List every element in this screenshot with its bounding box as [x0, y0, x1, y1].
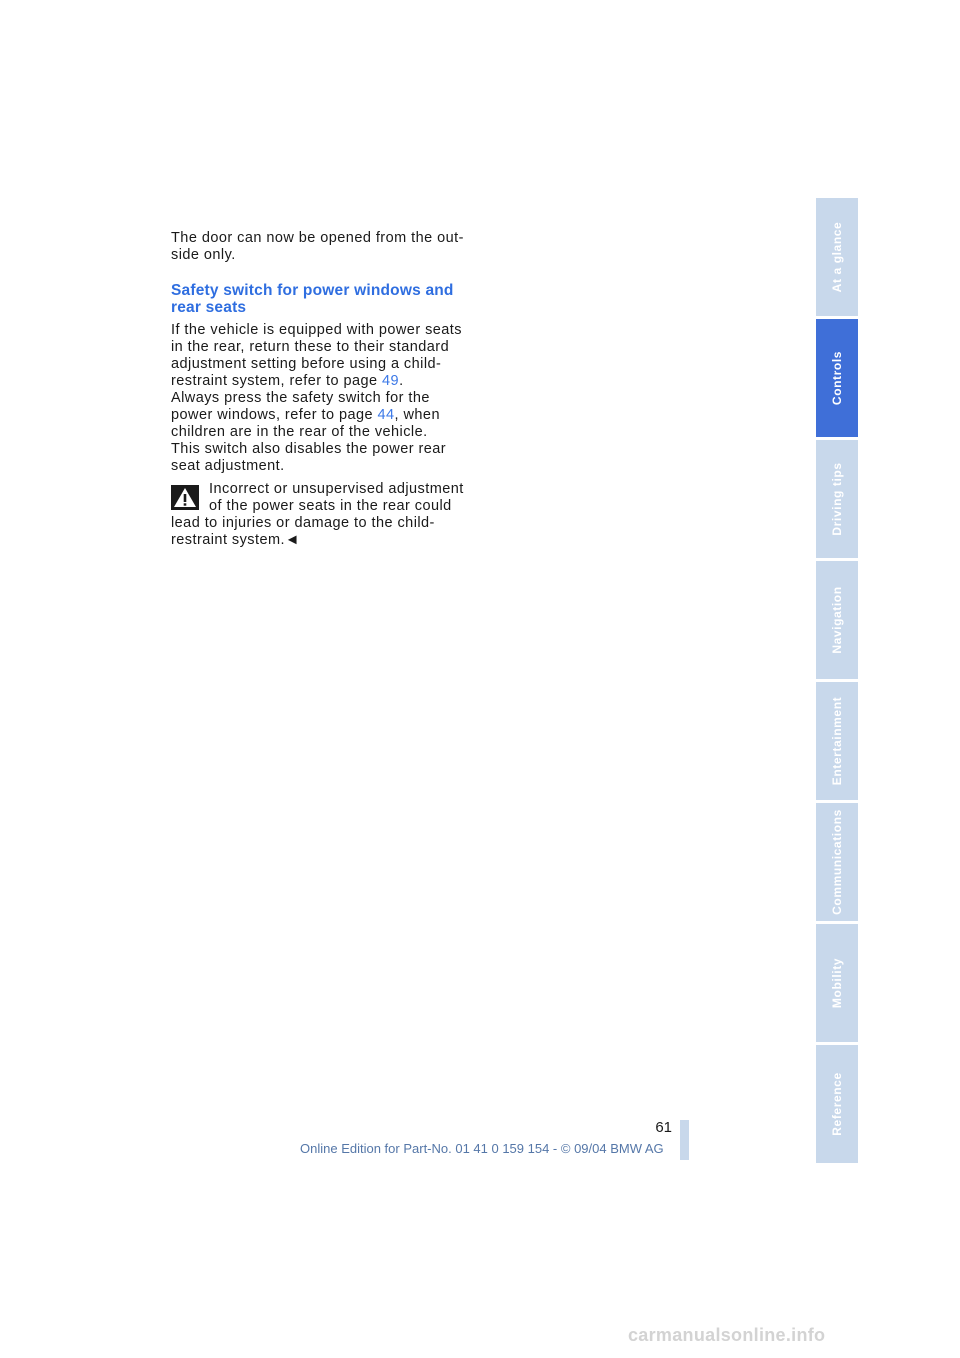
page-link-44[interactable]: 44 [377, 407, 395, 423]
tab-reference[interactable] [816, 1045, 858, 1163]
paragraph-1 [171, 322, 471, 390]
paragraph-2-end: , when children are in the rear of the vehicle. [171, 407, 440, 440]
tab-controls[interactable] [816, 319, 858, 437]
footer-edition-text: Online Edition for Part-No. 01 41 0 159 154 - © 09/04 BMW AG [300, 1141, 664, 1156]
tab-label: Driving tips [830, 462, 844, 536]
watermark: carmanualsonline.info [628, 1325, 826, 1345]
section-heading: Safety switch for power windows and rear seats [171, 282, 454, 316]
tab-label: Controls [830, 350, 844, 406]
tab-label: Communications [830, 809, 844, 915]
chapter-sidebar [816, 198, 858, 1166]
paragraph-1-text: If the vehicle is equipped with power seats in the rear, return these to their standard adjustment setting before using a child-restraint system, refer to page [171, 322, 462, 389]
page-link-49[interactable]: 49 [382, 373, 400, 389]
paragraph-2-text: Always press the safety switch for the power windows, refer to page [171, 390, 430, 423]
tab-entertainment[interactable] [816, 682, 858, 800]
tab-label: Navigation [830, 586, 844, 654]
tab-navigation[interactable] [816, 561, 858, 679]
tab-label: Entertainment [830, 696, 844, 786]
end-marker: ◄ [285, 532, 300, 548]
page-number: 61 [655, 1119, 672, 1136]
warning-text-first: Incorrect or unsupervised adjustment of the power seats in the rear could [209, 481, 464, 514]
tab-communications[interactable] [816, 803, 858, 921]
warning-text [171, 481, 471, 549]
paragraph-1-end: . [399, 373, 404, 389]
warning-note [171, 481, 471, 549]
warning-text-rest: lead to injuries or damage to the child-restraint system. [171, 515, 435, 548]
intro-paragraph: The door can now be opened from the out-side only. [171, 230, 464, 263]
paragraph-3: This switch also disables the power rear seat adjustment. [171, 441, 447, 474]
tab-driving-tips[interactable] [816, 440, 858, 558]
tab-mobility[interactable] [816, 924, 858, 1042]
tab-label: Mobility [830, 957, 844, 1009]
warning-triangle-icon [171, 485, 199, 510]
page-number-bar [680, 1120, 689, 1160]
paragraph-2 [171, 390, 471, 441]
tab-label: At a glance [830, 221, 844, 293]
main-content [171, 230, 471, 549]
tab-at-a-glance[interactable] [816, 198, 858, 316]
tab-label: Reference [830, 1072, 844, 1136]
